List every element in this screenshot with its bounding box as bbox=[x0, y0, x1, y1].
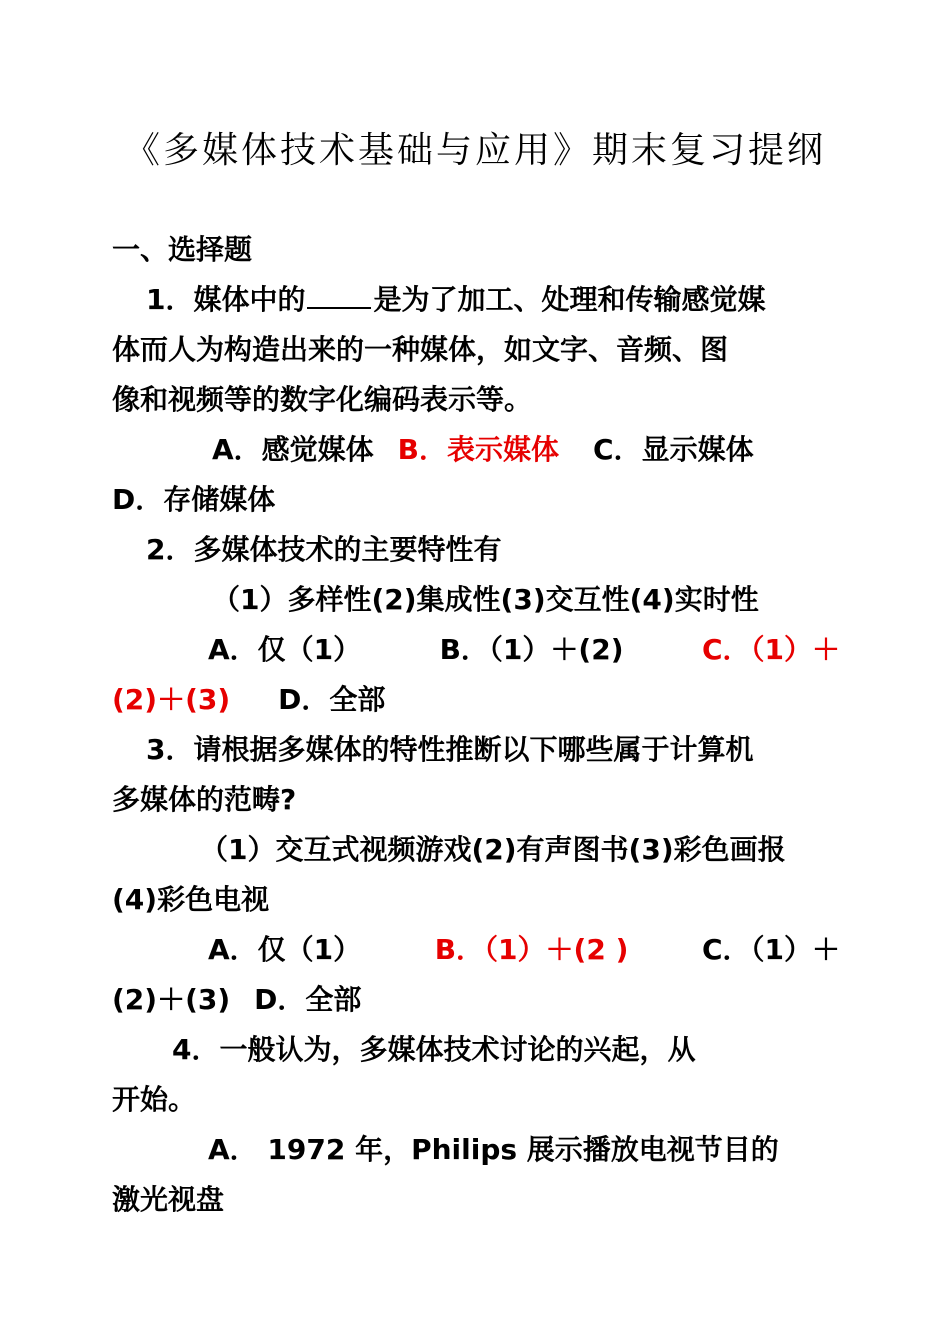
answer-blank bbox=[307, 279, 371, 309]
question-2-items: （1）多样性(2)集成性(3)交互性(4)实时性 bbox=[212, 583, 759, 616]
q4-option-a-cont: 激光视盘 bbox=[112, 1183, 225, 1216]
question-3-line-1: 3．请根据多媒体的特性推断以下哪些属于计算机 bbox=[146, 733, 754, 766]
question-1-line-1 bbox=[112, 275, 840, 325]
question-4-line-1: 4．一般认为，多媒体技术讨论的兴起，从 bbox=[172, 1033, 696, 1066]
q3-option-c: C．（1）＋ bbox=[701, 933, 840, 966]
section-heading: 一、选择题 bbox=[112, 233, 253, 266]
question-2-stem: 2．多媒体技术的主要特性有 bbox=[146, 533, 502, 566]
q3-option-c-cont: (2)＋(3) bbox=[112, 983, 231, 1016]
question-2-options bbox=[112, 625, 840, 675]
q2-option-a: A．仅（1） bbox=[208, 633, 362, 666]
q3-option-d: D．全部 bbox=[254, 983, 362, 1016]
question-3-options-cont bbox=[112, 975, 840, 1025]
q2-option-c-correct-cont: (2)＋(3) bbox=[112, 683, 231, 716]
question-3-items-cont: (4)彩色电视 bbox=[112, 883, 270, 916]
question-3-items: （1）交互式视频游戏(2)有声图书(3)彩色画报 bbox=[200, 833, 786, 866]
document-title: 《多媒体技术基础与应用》期末复习提纲 bbox=[123, 130, 826, 171]
question-3-line-2: 多媒体的范畴? bbox=[112, 783, 297, 816]
question-1-options bbox=[112, 425, 840, 475]
q2-option-b: B．（1）＋(2) bbox=[439, 633, 624, 666]
question-1-stem-start: 1．媒体中的 bbox=[146, 283, 306, 316]
q1-option-b-correct: B．表示媒体 bbox=[397, 433, 560, 466]
q1-option-a: A．感觉媒体 bbox=[212, 433, 374, 466]
document-body bbox=[112, 225, 840, 1225]
question-4-line-2: 开始。 bbox=[112, 1083, 197, 1116]
question-3-options bbox=[112, 925, 840, 975]
question-1-line-3: 像和视频等的数字化编码表示等。 bbox=[112, 383, 533, 416]
question-1-line-2: 体而人为构造出来的一种媒体，如文字、音频、图 bbox=[112, 333, 729, 366]
q1-option-d: D．存储媒体 bbox=[112, 483, 276, 516]
q2-option-d: D．全部 bbox=[278, 683, 386, 716]
q2-option-c-correct: C．（1）＋ bbox=[701, 633, 840, 666]
question-2-options-cont bbox=[112, 675, 840, 725]
q3-option-b-correct: B．（1）＋(2 ) bbox=[434, 933, 629, 966]
q3-option-a: A．仅（1） bbox=[208, 933, 362, 966]
q1-option-c: C．显示媒体 bbox=[593, 433, 754, 466]
q4-option-a: A． 1972 年，Philips 展示播放电视节目的 bbox=[208, 1133, 779, 1166]
question-1-stem-end: 是为了加工、处理和传输感觉媒 bbox=[373, 283, 766, 316]
